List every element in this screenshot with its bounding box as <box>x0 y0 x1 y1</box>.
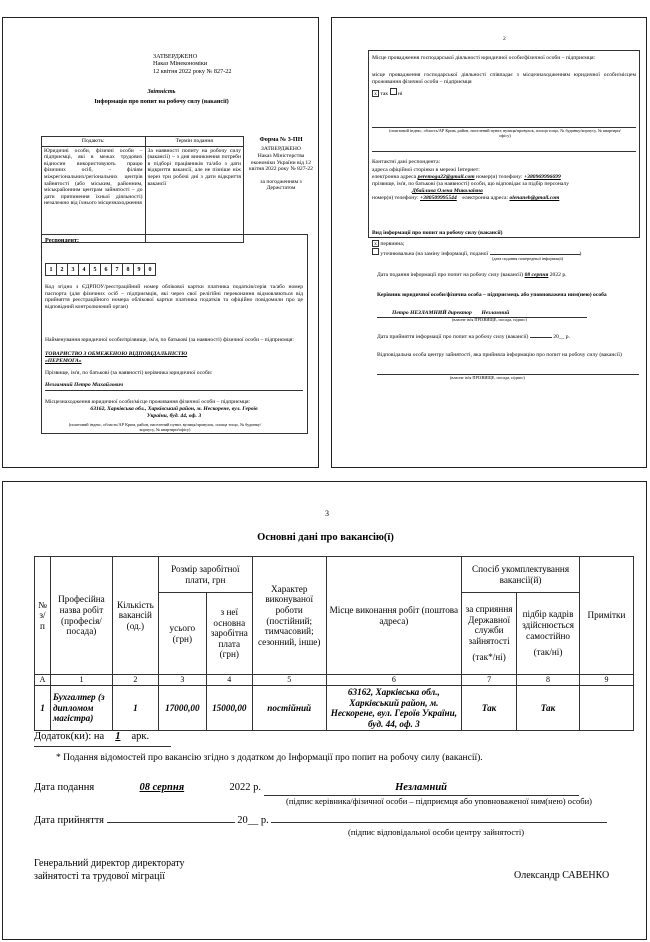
head-signature: Незламний <box>481 310 510 316</box>
email-prefix: електронна адреса <box>372 174 417 180</box>
digit-cell: 0 <box>145 264 156 276</box>
phone2-line <box>372 195 640 202</box>
digit-cell: 6 <box>101 264 112 276</box>
resp-note: (власне ім'я ПРІЗВИЩЕ, посада, підпис) <box>450 375 525 380</box>
col-deadline-header: Термін подання <box>145 137 243 147</box>
head-position-line <box>392 310 592 317</box>
divider <box>45 390 303 391</box>
footnote: * Подання відомостей про вакансію згідно з додатком до Інформації про попит на робочу силу (вакансії). <box>56 753 483 763</box>
approved-title: ЗАТВЕРДЖЕНО <box>153 53 198 60</box>
digit-cell: 9 <box>134 264 145 276</box>
clarify-checkbox[interactable] <box>372 248 379 255</box>
phone2-value: +380509995544 <box>420 195 457 201</box>
location-value-line1: 63162, Харківська обл., Харківський район, м. Нескорене, вул. Героїв <box>90 406 258 412</box>
accept-line <box>377 334 641 341</box>
accept-date-blank <box>107 822 235 823</box>
vacancy-table <box>34 556 634 731</box>
digit-cell: 4 <box>79 264 90 276</box>
col-number: 8 <box>517 675 580 686</box>
activity-label: Місце провадження господарської діяльності юридичної особи/фізичної особи – підприємця: <box>372 55 596 61</box>
code-digits <box>45 263 156 276</box>
clarify-line <box>490 254 580 255</box>
deadline-text: За наявності попиту на робочу силу (вакансії) – з дня виникнення потреби в підборі працівників та/або з дати відкриття вакансії, але не пізніше ніж через три робочі дні з дати відкриття вакансії <box>145 146 243 242</box>
yes-checkbox[interactable]: x <box>372 90 379 97</box>
email2-label: електронна адреса: <box>462 195 509 201</box>
phone-label: номер(и) телефону: <box>476 174 523 180</box>
header-nature: Характер виконуваної роботи (постійний; тимчасовий; сезонний, інше) <box>252 557 326 675</box>
head-value: Незламний Петро Михайлович <box>45 382 124 388</box>
header-salary: Розмір заробітної плати, грн <box>158 557 252 593</box>
form-order: Наказ Міністерства економіки України від 12 квітня 2022 року № 827-22 <box>249 152 313 173</box>
header-count: Кількість вакансій (од.) <box>112 557 158 675</box>
no-label: ні <box>397 91 403 97</box>
primary-label: первинна; <box>380 241 405 247</box>
col-number: 5 <box>252 675 326 686</box>
location-value-line2: України, буд. 44, оф. 3 <box>146 412 202 419</box>
clarify-note: (дата подання попередньої інформації) <box>492 256 564 261</box>
phone-value: +380969996699 <box>524 174 561 180</box>
col-number: 3 <box>158 675 206 686</box>
digit-cell: 2 <box>57 264 68 276</box>
accept-line <box>34 815 634 828</box>
head-note: (власне ім'я ПРІЗВИЩЕ, посада, підпис) <box>452 317 527 322</box>
method-center-text: за сприяння Державної служби зайнятості <box>465 604 513 646</box>
resp-label: Відповідальна особа центру зайнятості, яка прийняла інформацію про попит на робочу силу (вакансії) <box>377 352 622 358</box>
page-number: 2 <box>503 36 506 42</box>
approved-order: Наказ Мінекономіки <box>153 60 208 68</box>
accept-label: Дата прийняття інформації про попит на робочу силу (вакансії) <box>377 334 529 340</box>
submitters-table <box>41 136 244 243</box>
form-approved: ЗАТВЕРДЖЕНО <box>261 146 301 153</box>
header-salary-base: з неї основна заробітна плата (грн) <box>206 593 252 675</box>
director-title <box>34 858 184 883</box>
submit-line <box>34 782 634 796</box>
col-submitters-header: Подають: <box>42 137 146 147</box>
page-3 <box>2 481 647 940</box>
digit-cell: 3 <box>68 264 79 276</box>
respondent-label: Респондент: <box>45 237 80 244</box>
appendix-line <box>34 731 149 744</box>
form-agreed: за погодженням з Держстатом <box>260 178 302 192</box>
code-note: Код згідно з ЄДРПОУ/реєстраційний номер облікової картки платника податків/серія та/або номер паспорта (для фізичних осіб – підприємців, які через свої релігійні переконання відмовляються від прийняття реєстраційного номера облікової картки платника податків та офіційно повідомили про це відповідний контролюючий орган) <box>45 284 303 310</box>
appendix-label: Додаток(ки): на <box>34 731 105 742</box>
header-salary-total: усього (грн) <box>158 593 206 675</box>
col-number: А <box>35 675 51 686</box>
header-method-center <box>462 593 517 675</box>
vacancy-title: Основні дані про вакансію(ї) <box>257 532 394 543</box>
accept-blank <box>530 337 552 338</box>
col-number: 1 <box>50 675 112 686</box>
website-label: адреса офіційної сторінки в мережі Інтернет: <box>372 167 480 173</box>
row-center: Так <box>462 686 517 731</box>
coincides-label: місце провадження господарської діяльності співпадає з місцезнаходженням юридичної особи/місцем проживання фізичної особи – підприємця <box>372 72 636 85</box>
appendix-value: 1 <box>115 731 121 742</box>
appendix-tail: арк. <box>131 731 150 742</box>
header-method-self <box>517 593 580 675</box>
email2-value: olenaneb@gmail.com <box>509 195 560 201</box>
head-position: Петро НЕЗЛАМНИЙ директор <box>392 310 472 316</box>
primary-checkbox[interactable]: x <box>372 240 379 247</box>
clarify-option: уточнювальна (на заміну інформації, поданої ) <box>372 248 636 258</box>
digit-cell: 8 <box>123 264 134 276</box>
no-checkbox[interactable] <box>390 88 397 95</box>
submit-date: 08 серпня <box>139 782 185 793</box>
submit-year: 2022 р. <box>549 272 567 278</box>
submit-line <box>377 272 641 279</box>
signature-note: (підпис керівника/фізичної особи – підприємця або уповноваженої ним(нею) особи) <box>286 796 592 806</box>
name-value-line2: «ПЕРЕМОГА» <box>45 357 82 364</box>
submit-label: Дата подання <box>34 782 95 793</box>
clarify-label: уточнювальна (на заміну інформації, поданої <box>380 251 489 257</box>
person-label: прізвище, ім'я, по батькові (за наявності) особи, що відповідає за підбір персоналу <box>372 181 570 187</box>
method-center-hint: (так*/ні) <box>472 652 506 663</box>
contacts-label: Контактні дані респондента: <box>372 159 441 165</box>
header-method: Спосіб укомплектування вакансії(й) <box>462 557 580 593</box>
accept-signature-blank <box>271 822 607 823</box>
submit-label: Дата подання інформації про попит на робочу силу (вакансії) <box>377 272 524 278</box>
row-profession: Бухгалтер (з дипломом магістра) <box>50 686 112 731</box>
director-name: Олександр САВЕНКО <box>514 870 610 881</box>
page-1 <box>2 17 319 468</box>
col-number: 4 <box>206 675 252 686</box>
page-number: 3 <box>325 509 329 518</box>
accept-tail: 20__ р. <box>237 815 269 826</box>
header-profession: Професійна назва робіт (професія/посада) <box>50 557 112 675</box>
col-number: 7 <box>462 675 517 686</box>
approved-date: 12 квітня 2022 року № 827-22 <box>153 67 232 75</box>
row-count: 1 <box>112 686 158 731</box>
digit-cell: 7 <box>112 264 123 276</box>
accept-note: (підпис відповідальної особи центру зайнятості) <box>348 827 525 837</box>
col-number: 2 <box>112 675 158 686</box>
submit-date: 08 серпня <box>524 272 549 278</box>
form-block <box>248 136 314 192</box>
coincides-options <box>372 88 472 98</box>
row-num: 1 <box>35 686 51 731</box>
name-label: Найменування юридичної особи/прізвище, ім'я, по батькові (за наявності) фізичної особи – підприємця: <box>45 337 294 343</box>
email-line <box>372 174 640 181</box>
email-value: peremoga22@gmail.com <box>417 174 475 180</box>
location-value <box>45 406 303 419</box>
page-2 <box>331 17 647 468</box>
accept-tail: 20__ р. <box>553 334 570 340</box>
person-value: Дбайлива Олена Миколаївна <box>412 188 483 194</box>
location-label: Місцезнаходження юридичної особи/місце проживання фізичної особи – підприємця: <box>45 399 251 405</box>
accept-label: Дата прийняття <box>34 815 104 826</box>
address-note: (поштовий індекс, область/АР Крим, район, населений пункт, вулиця/провулок, площа тощо, № будинку/корпусу, № квартири/офісу) <box>389 128 621 138</box>
submitters-text: Юридичні особи, фізичні особи – підприємці, які в межах трудових відносин використовують працю фізичних осіб, – філіям міжрегіональних/регіональних центрів зайнятості (або міським, районним, міськрайонним центрам зайнятості – до дати припинення їхньої діяльності) незалежно від їхнього місцезнаходження <box>42 146 146 242</box>
digit-cell: 5 <box>90 264 101 276</box>
divider <box>372 151 636 152</box>
method-self-text: підбір кадрів здійснюється самостійно <box>522 609 574 641</box>
info-type-label: Вид інформації про попит на робочу силу (вакансії) <box>372 230 503 236</box>
head-label: Прізвище, ім'я, по батькові (за наявності) керівника юридичної особи: <box>45 370 213 376</box>
header-num: № з/п <box>35 557 51 675</box>
digit-cell: 1 <box>46 264 57 276</box>
director-title-line2: зайнятості та трудової міграції <box>34 870 166 882</box>
col-number: 9 <box>580 675 634 686</box>
primary-option <box>372 240 636 248</box>
phone2-label: номер(и) телефону: <box>372 195 419 201</box>
approval-stamp <box>153 53 273 75</box>
table-row <box>35 686 634 731</box>
director-title-line1: Генеральний директор директорату <box>34 858 185 869</box>
form-number: Форма № 3-ПН <box>259 136 303 143</box>
row-self: Так <box>517 686 580 731</box>
heading-info: Інформація про попит на робочу силу (вакансії) <box>94 98 229 105</box>
submit-year: 2022 р. <box>229 782 261 793</box>
row-salary-total: 17000,00 <box>158 686 206 731</box>
row-notes <box>580 686 634 731</box>
row-nature: постійний <box>252 686 326 731</box>
head-title: Керівник юридичної особи/фізична особа – підприємець або уповноважена ним(нею) особа <box>377 292 607 298</box>
signature: Незламний <box>264 782 579 796</box>
name-value-line1: ТОВАРИСТВО З ОБМЕЖЕНОЮ ВІДПОВІДАЛЬНІСТЮ <box>45 351 188 357</box>
col-number: 6 <box>326 675 461 686</box>
row-salary-base: 15000,00 <box>206 686 252 731</box>
header-place: Місце виконання робіт (поштова адреса) <box>326 557 461 675</box>
heading-reporting: Звітність <box>147 88 176 95</box>
name-value <box>45 351 303 364</box>
header-notes: Примітки <box>580 557 634 675</box>
method-self-hint: (так/ні) <box>533 647 563 658</box>
location-note: (поштовий індекс, область/АР Крим, район, населений пункт, вулиця/провулок, площа тощо, № будинку/корпусу, № квартири/офісу) <box>68 422 262 432</box>
divider <box>34 746 171 747</box>
yes-label: так <box>380 91 389 97</box>
row-place: 63162, Харківська обл., Харківський район, м. Нескорене, вул. Героїв України, буд. 44, оф. 3 <box>326 686 461 731</box>
